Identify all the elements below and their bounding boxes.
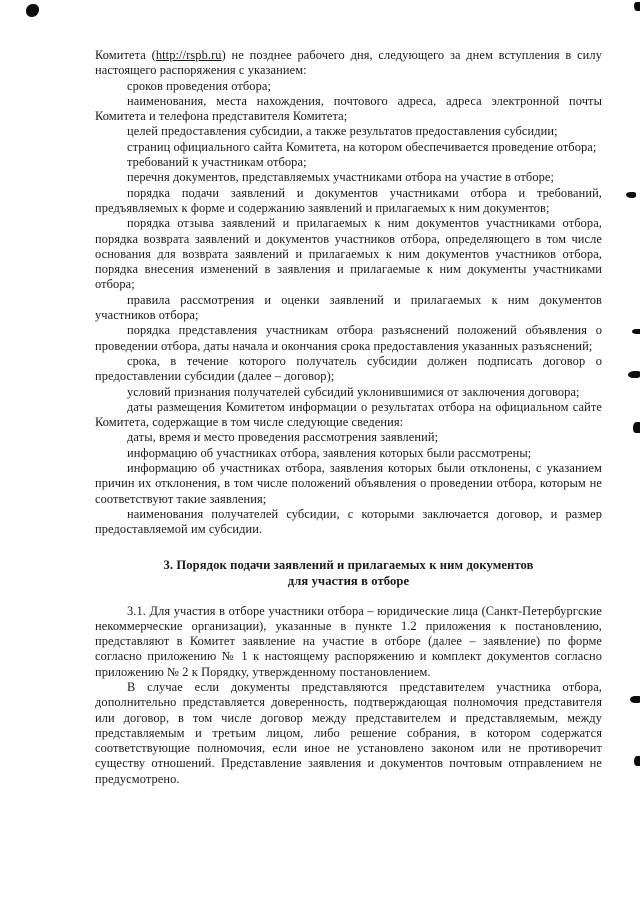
- body-paragraph: В случае если документы представляются представителем участника отбора, дополнительно представляется доверенность, подтверждающая полномочия представителя или договор, в том числе договор между представителем и представляемым, между представляемым и третьим лицом, либо решение собрания, в котором содержатся соответствующие полномочия, если иное не установлено законом или не противоречит существу отношений. Представление заявления и документов почтовым отправлением не предусмотрено.: [95, 679, 602, 786]
- list-item: порядка подачи заявлений и документов участниками отбора и требований, предъявляемых к форме и содержанию заявлений и прилагаемых к ним документов;: [95, 185, 602, 215]
- list-item: наименования получателей субсидии, с которыми заключается договор, и размер предоставляемой им субсидии.: [95, 506, 602, 537]
- document-body: [95, 48, 602, 787]
- section-heading: [95, 557, 602, 589]
- section-heading-line1: 3. Порядок подачи заявлений и прилагаемых к ним документов: [163, 557, 534, 572]
- intro-prefix: Комитета (: [95, 48, 156, 62]
- list-item: страниц официального сайта Комитета, на котором обеспечивается проведение отбора;: [127, 139, 597, 154]
- list-item: целей предоставления субсидии, а также результатов предоставления субсидии;: [127, 124, 558, 139]
- list-item: перечня документов, представляемых участниками отбора на участие в отборе;: [127, 170, 555, 185]
- list-item: срока, в течение которого получатель субсидии должен подписать договор о предоставлении субсидии (далее – договор);: [95, 353, 602, 384]
- committee-url-link[interactable]: http://rspb.ru: [155, 48, 222, 62]
- scan-artifact-right-4: [633, 422, 640, 433]
- list-item: сроков проведения отбора;: [127, 78, 272, 93]
- scan-artifact-top-right: [634, 2, 640, 11]
- list-item: даты, время и место проведения рассмотрения заявлений;: [127, 430, 439, 445]
- list-item: правила рассмотрения и оценки заявлений и прилагаемых к ним документов участников отбора;: [95, 292, 602, 323]
- list-item: даты размещения Комитетом информации о результатах отбора на официальном сайте Комитета, содержащие в том числе следующие сведения:: [95, 399, 602, 430]
- list-item: требований к участникам отбора;: [127, 155, 307, 170]
- list-item: порядка представления участникам отбора разъяснений положений объявления о проведении отбора, даты начала и окончания срока предоставления указанных разъяснений;: [95, 323, 602, 353]
- body-paragraph: 3.1. Для участия в отборе участники отбора – юридические лица (Санкт-Петербургские некоммерческие организации), указанные в пункте 1.2 приложения к постановлению, представляют в Комитет заявление на участие в отборе (далее – заявление) по форме согласно приложению № 1 к настоящему распоряжению и комплект документов согласно приложению № 2 к Порядку, утвержденному постановлением.: [95, 603, 602, 679]
- scan-artifact-right-2: [632, 329, 640, 334]
- section-heading-line2: для участия в отборе: [287, 573, 410, 588]
- list-item: условий признания получателей субсидий уклонившимися от заключения договора;: [127, 384, 580, 399]
- list-item: информацию об участниках отбора, заявления которых были рассмотрены;: [127, 445, 532, 460]
- list-item: информацию об участниках отбора, заявления которых были отклонены, с указанием причин их отклонения, в том числе положений объявления о проведении отбора, которым не соответствуют такие заявления;: [95, 461, 602, 506]
- scan-artifact-top-left: [26, 4, 39, 17]
- list-item: наименования, места нахождения, почтового адреса, адреса электронной почты Комитета и телефона представителя Комитета;: [95, 93, 602, 124]
- intro-suffix: ) не позднее рабочего дня, следующего за днем вступления в силу настоящего распоряжения с указанием:: [95, 48, 602, 78]
- list-item: порядка отзыва заявлений и прилагаемых к ним документов участниками отбора, порядка возврата заявлений и документов участников отбора, определяющего в том числе основания для возврата заявлений и прилагаемых к ним документов участников отбора, порядка внесения изменений в заявления и прилагаемые к ним документы участниками отбора;: [95, 216, 602, 292]
- intro-paragraph: [95, 48, 602, 79]
- scan-artifact-right-5: [630, 696, 640, 703]
- scan-artifact-right-3: [628, 371, 640, 378]
- scan-artifact-right-1: [626, 192, 636, 198]
- scan-artifact-right-6: [634, 756, 640, 766]
